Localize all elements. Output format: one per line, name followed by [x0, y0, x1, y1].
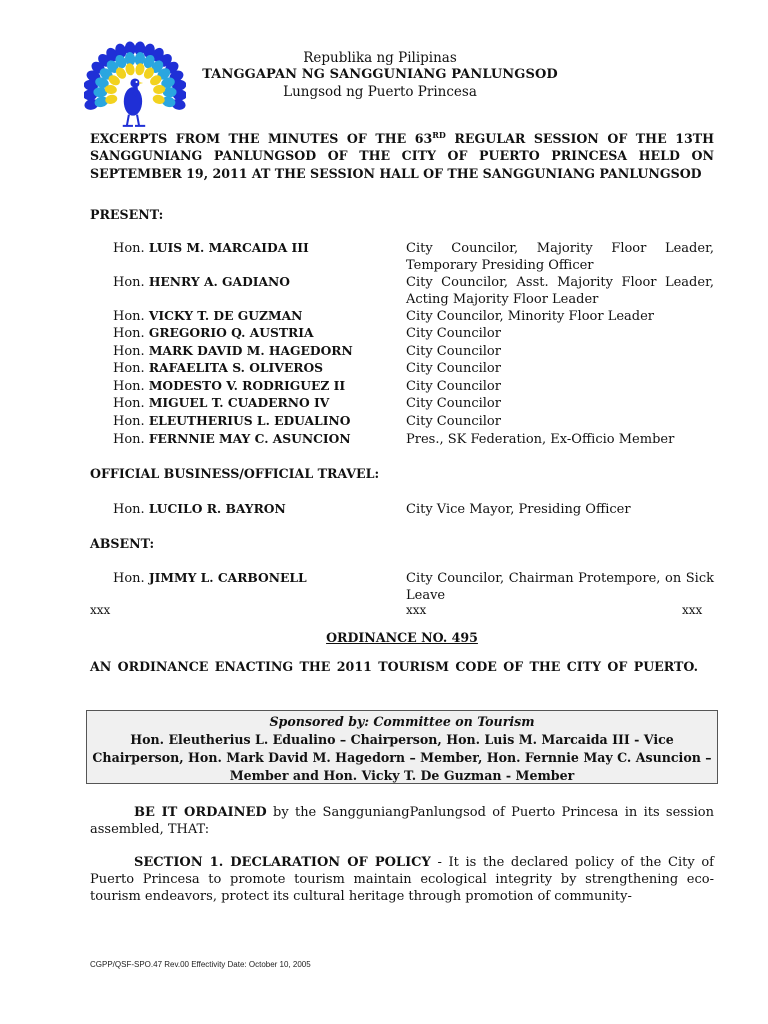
member-name	[113, 240, 309, 256]
sponsor-members: Hon. Eleutherius L. Edualino – Chairperson, Hon. Luis M. Marcaida III - Vice Chairperson, Hon. Mark David M. Hagedorn – Member, Hon. Fernnie May C. Asuncion – Member and Hon. Vicky T. De Guzman - Member	[92, 732, 712, 783]
honorific: Hon.	[113, 241, 145, 256]
member-name	[113, 360, 323, 376]
member-role: City Councilor, Asst. Majority Floor Leader, Acting Majority Floor Leader	[406, 275, 714, 308]
member-role: City Councilor	[406, 379, 501, 394]
member-name	[113, 343, 353, 359]
member-name	[113, 501, 286, 517]
member-role: City Councilor	[406, 414, 501, 429]
member-name	[113, 570, 307, 586]
member-name-text: HENRY A. GADIANO	[148, 274, 290, 289]
separator-left: xxx	[90, 603, 111, 617]
member-role: City Councilor	[406, 344, 501, 359]
member-name-text: GREGORIO Q. AUSTRIA	[148, 325, 314, 340]
form-code-footer: CGPP/QSF-SPO.47 Rev.00 Effectivity Date: October 10, 2005	[90, 960, 311, 969]
member-name-text: VICKY T. DE GUZMAN	[148, 308, 303, 323]
member-name-text: ELEUTHERIUS L. EDUALINO	[148, 413, 351, 428]
member-name-text: MIGUEL T. CUADERNO IV	[148, 395, 330, 410]
member-name-text: RAFAELITA S. OLIVEROS	[148, 360, 324, 375]
separator-middle: xxx	[406, 603, 427, 617]
section1-text: - It is the declared policy of the City of Puerto Princesa to promote tourism maintain ecological integrity by strengthening eco-tourism endeavors, protect its cultural heritage through promotion of community-	[90, 855, 714, 904]
member-name	[113, 431, 351, 447]
member-name	[113, 308, 302, 324]
member-name-text: LUIS M. MARCAIDA III	[148, 240, 309, 255]
member-name	[113, 378, 345, 394]
honorific: Hon.	[113, 414, 145, 429]
honorific: Hon.	[113, 432, 145, 447]
peacock-seal-icon	[84, 30, 186, 132]
official-business-label: OFFICIAL BUSINESS/OFFICIAL TRAVEL:	[90, 466, 380, 481]
honorific: Hon.	[113, 309, 145, 324]
member-name-text: JIMMY L. CARBONELL	[148, 570, 307, 585]
member-name	[113, 395, 329, 411]
ordained-paragraph	[90, 804, 714, 838]
honorific: Hon.	[113, 396, 145, 411]
member-role: City Councilor	[406, 396, 501, 411]
present-label: PRESENT:	[90, 207, 164, 222]
city-line: Lungsod ng Puerto Princesa	[283, 84, 477, 100]
member-role: City Councilor, Minority Floor Leader	[406, 309, 655, 324]
sponsor-heading: Sponsored by: Committee on Tourism	[269, 714, 535, 729]
member-name	[113, 413, 350, 429]
member-role: City Councilor, Chairman Protempore, on Sick Leave	[406, 571, 714, 604]
section1-lead: SECTION 1. DECLARATION OF POLICY	[134, 855, 431, 870]
ordained-text: by the SangguniangPanlungsod of Puerto Princesa in its session assembled, THAT:	[90, 805, 714, 837]
member-name	[113, 325, 314, 341]
honorific: Hon.	[113, 344, 145, 359]
office-line: TANGGAPAN NG SANGGUNIANG PANLUNGSOD	[202, 67, 558, 82]
member-role: City Councilor, Majority Floor Leader, Temporary Presiding Officer	[406, 241, 714, 274]
republic-line: Republika ng Pilipinas	[303, 50, 457, 66]
member-name-text: LUCILO R. BAYRON	[148, 501, 286, 516]
member-name	[113, 274, 290, 290]
honorific: Hon.	[113, 502, 145, 517]
ordinance-title: AN ORDINANCE ENACTING THE 2011 TOURISM CODE OF THE CITY OF PUERTO.	[90, 659, 699, 674]
ordained-lead: BE IT ORDAINED	[134, 805, 267, 820]
honorific: Hon.	[113, 571, 145, 586]
member-name-text: FERNNIE MAY C. ASUNCION	[148, 431, 351, 446]
member-role: City Councilor	[406, 361, 501, 376]
member-role: City Vice Mayor, Presiding Officer	[406, 502, 631, 517]
section1-paragraph	[90, 854, 714, 905]
sponsor-box	[86, 710, 718, 784]
member-name-text: MARK DAVID M. HAGEDORN	[148, 343, 353, 358]
honorific: Hon.	[113, 379, 145, 394]
honorific: Hon.	[113, 275, 145, 290]
absent-label: ABSENT:	[90, 536, 155, 551]
honorific: Hon.	[113, 326, 145, 341]
honorific: Hon.	[113, 361, 145, 376]
separator-right: xxx	[682, 603, 703, 617]
ordinance-number: ORDINANCE NO. 495	[326, 630, 478, 645]
member-role: Pres., SK Federation, Ex-Officio Member	[406, 432, 675, 447]
minutes-title: EXCERPTS FROM THE MINUTES OF THE 63RD REGULAR SESSION OF THE 13TH SANGGUNIANG PANLUNGSOD OF THE CITY OF PUERTO PRINCESA HELD ON SEPTEMBER 19, 2011 AT THE SESSION HALL OF THE SANGGUNIANG PANLUNGSOD	[90, 129, 715, 181]
member-role: City Councilor	[406, 326, 501, 341]
member-name-text: MODESTO V. RODRIGUEZ II	[148, 378, 346, 393]
